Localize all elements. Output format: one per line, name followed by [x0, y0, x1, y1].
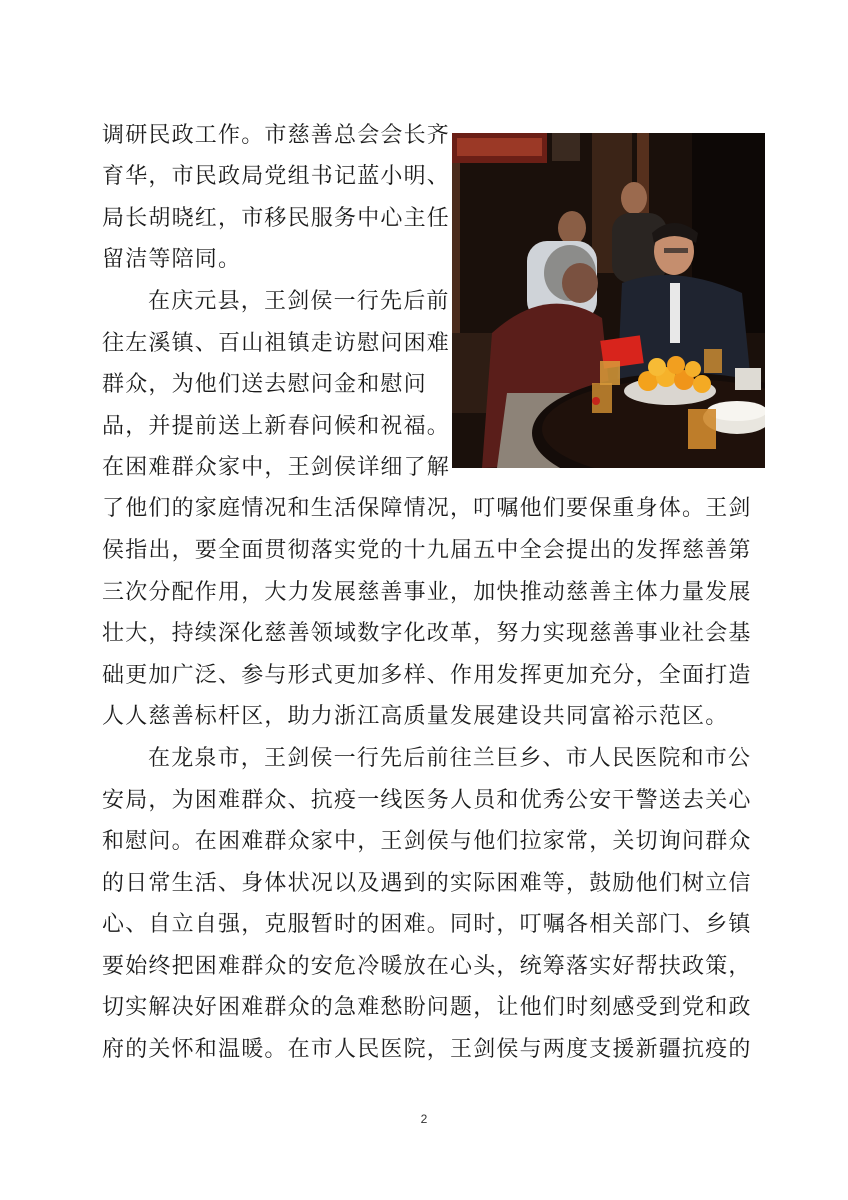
text-line: 府的关怀和温暖。在市人民医院，王剑侯与两度支援新疆抗疫的 [102, 1037, 752, 1062]
text-line: 往左溪镇、百山祖镇走访慰问困难 [102, 331, 451, 356]
text-line: 局长胡晓红，市移民服务中心主任 [102, 206, 451, 231]
page-number: 2 [420, 1112, 428, 1126]
text-line: 要始终把困难群众的安危冷暖放在心头，统筹落实好帮扶政策， [102, 954, 752, 979]
text-line: 壮大，持续深化慈善领域数字化改革，努力实现慈善事业社会基 [102, 621, 752, 646]
text-line: 三次分配作用，大力发展慈善事业，加快推动慈善主体力量发展 [102, 580, 752, 605]
text-line: 切实解决好困难群众的急难愁盼问题，让他们时刻感受到党和政 [102, 995, 752, 1020]
text-line: 础更加广泛、参与形式更加多样、作用发挥更加充分，全面打造 [102, 663, 752, 688]
text-line: 在龙泉市，王剑侯一行先后前往兰巨乡、市人民医院和市公 [148, 746, 752, 771]
text-line: 品，并提前送上新春问候和祝福。 [102, 414, 451, 439]
text-line: 人人慈善标杆区，助力浙江高质量发展建设共同富裕示范区。 [102, 704, 729, 729]
text-line: 育华，市民政局党组书记蓝小明、 [102, 164, 451, 189]
text-line: 和慰问。在困难群众家中，王剑侯与他们拉家常，关切询问群众 [102, 829, 752, 854]
text-line: 在庆元县，王剑侯一行先后前 [148, 289, 450, 314]
visit-photo-illustration [452, 133, 765, 468]
text-line: 侯指出，要全面贯彻落实党的十九届五中全会提出的发挥慈善第 [102, 538, 752, 563]
text-line: 调研民政工作。市慈善总会会长齐 [102, 123, 451, 148]
text-line: 群众，为他们送去慰问金和慰问 [102, 372, 427, 397]
text-line: 留洁等陪同。 [102, 247, 242, 272]
text-line: 安局，为困难群众、抗疫一线医务人员和优秀公安干警送去关心 [102, 788, 752, 813]
text-line: 的日常生活、身体状况以及遇到的实际困难等，鼓励他们树立信 [102, 871, 752, 896]
text-line: 了他们的家庭情况和生活保障情况，叮嘱他们要保重身体。王剑 [102, 496, 752, 521]
visit-photo [452, 133, 765, 468]
text-line: 心、自立自强，克服暂时的困难。同时，叮嘱各相关部门、乡镇 [102, 912, 752, 937]
text-line: 在困难群众家中，王剑侯详细了解 [102, 455, 451, 480]
